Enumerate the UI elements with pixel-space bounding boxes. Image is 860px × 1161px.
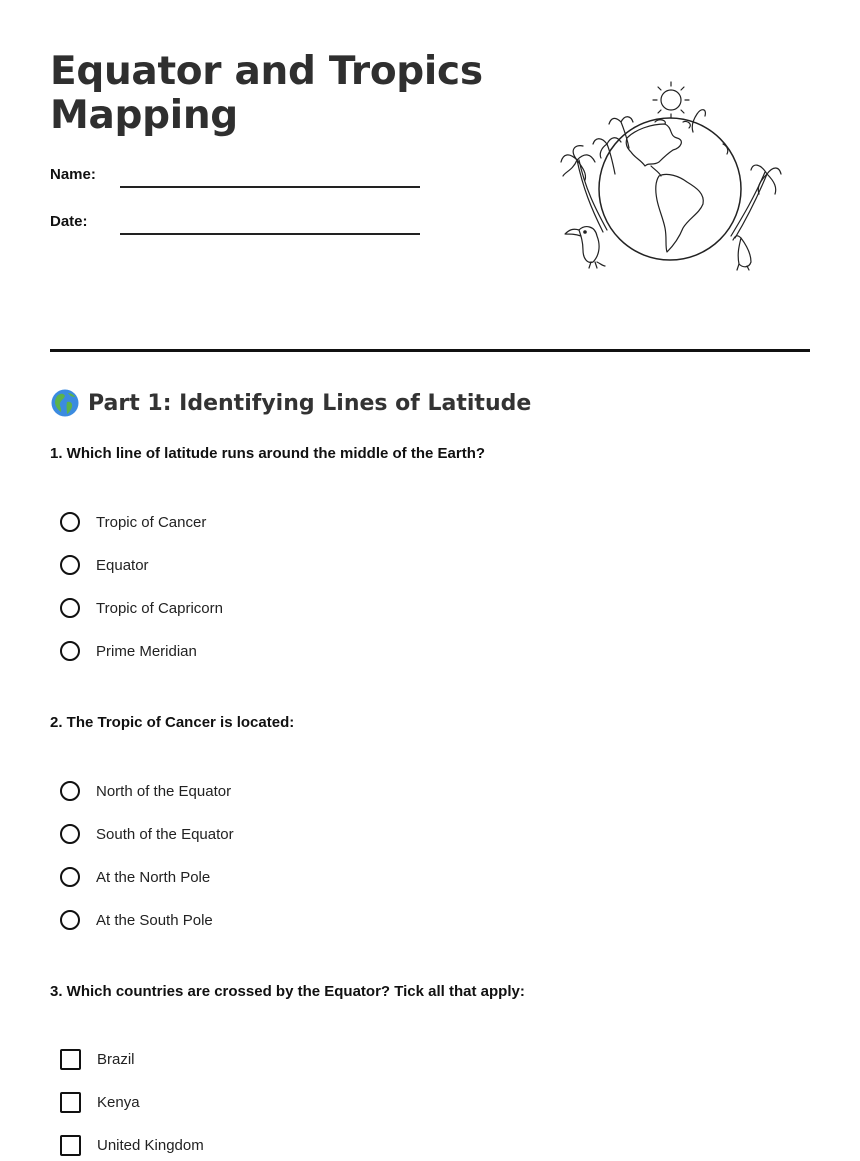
option-label: North of the Equator: [96, 782, 232, 800]
option-label: At the North Pole: [96, 868, 211, 886]
name-input-line[interactable]: [120, 186, 420, 188]
header-divider: [50, 349, 810, 352]
q2-option-south-pole[interactable]: [60, 907, 213, 933]
question-1-text: 1. Which line of latitude runs around the middle of the Earth?: [50, 445, 486, 462]
radio-button[interactable]: [60, 512, 80, 532]
name-field[interactable]: [50, 160, 420, 190]
option-label: Prime Meridian: [96, 642, 197, 660]
q1-option-tropic-of-cancer[interactable]: [60, 509, 206, 535]
question-2-text: 2. The Tropic of Cancer is located:: [50, 714, 295, 731]
q2-option-north-pole[interactable]: [60, 864, 210, 890]
option-label: South of the Equator: [96, 825, 234, 843]
part1-heading: [50, 388, 531, 418]
option-label: Brazil: [97, 1050, 135, 1068]
sun-icon: [653, 82, 689, 118]
name-label: Name:: [50, 166, 96, 183]
question-3-text: 3. Which countries are crossed by the Equator? Tick all that apply:: [50, 983, 525, 1000]
radio-button[interactable]: [60, 555, 80, 575]
globe-icon: [599, 118, 741, 260]
worksheet-title: Equator and Tropics Mapping: [50, 49, 483, 138]
radio-button[interactable]: [60, 910, 80, 930]
q3-option-brazil[interactable]: [60, 1046, 135, 1072]
option-label: At the South Pole: [96, 911, 213, 929]
globe-illustration-icon: [555, 78, 785, 274]
option-label: Tropic of Cancer: [96, 513, 207, 531]
date-label: Date:: [50, 213, 88, 230]
radio-button[interactable]: [60, 781, 80, 801]
q1-option-equator[interactable]: [60, 552, 149, 578]
palm-tree-icon: [561, 117, 633, 232]
checkbox[interactable]: [60, 1092, 81, 1113]
globe-americas-icon: [50, 388, 80, 418]
checkbox[interactable]: [60, 1135, 81, 1156]
bird-icon: [733, 236, 751, 270]
option-label: Equator: [96, 556, 149, 574]
radio-button[interactable]: [60, 867, 80, 887]
q2-option-north[interactable]: [60, 778, 231, 804]
option-label: United Kingdom: [97, 1136, 204, 1154]
checkbox[interactable]: [60, 1049, 81, 1070]
q3-option-kenya[interactable]: [60, 1089, 140, 1115]
option-label: Tropic of Capricorn: [96, 599, 223, 617]
part1-title: Part 1: Identifying Lines of Latitude: [88, 390, 532, 416]
radio-button[interactable]: [60, 598, 80, 618]
radio-button[interactable]: [60, 824, 80, 844]
option-label: Kenya: [97, 1093, 140, 1111]
toucan-icon: [565, 227, 605, 268]
q2-option-south[interactable]: [60, 821, 234, 847]
date-field[interactable]: [50, 207, 420, 237]
radio-button[interactable]: [60, 641, 80, 661]
palm-tree-icon: [692, 110, 781, 238]
date-input-line[interactable]: [120, 233, 420, 235]
q1-option-tropic-of-capricorn[interactable]: [60, 595, 223, 621]
q1-option-prime-meridian[interactable]: [60, 638, 197, 664]
q3-option-united-kingdom[interactable]: [60, 1132, 204, 1158]
